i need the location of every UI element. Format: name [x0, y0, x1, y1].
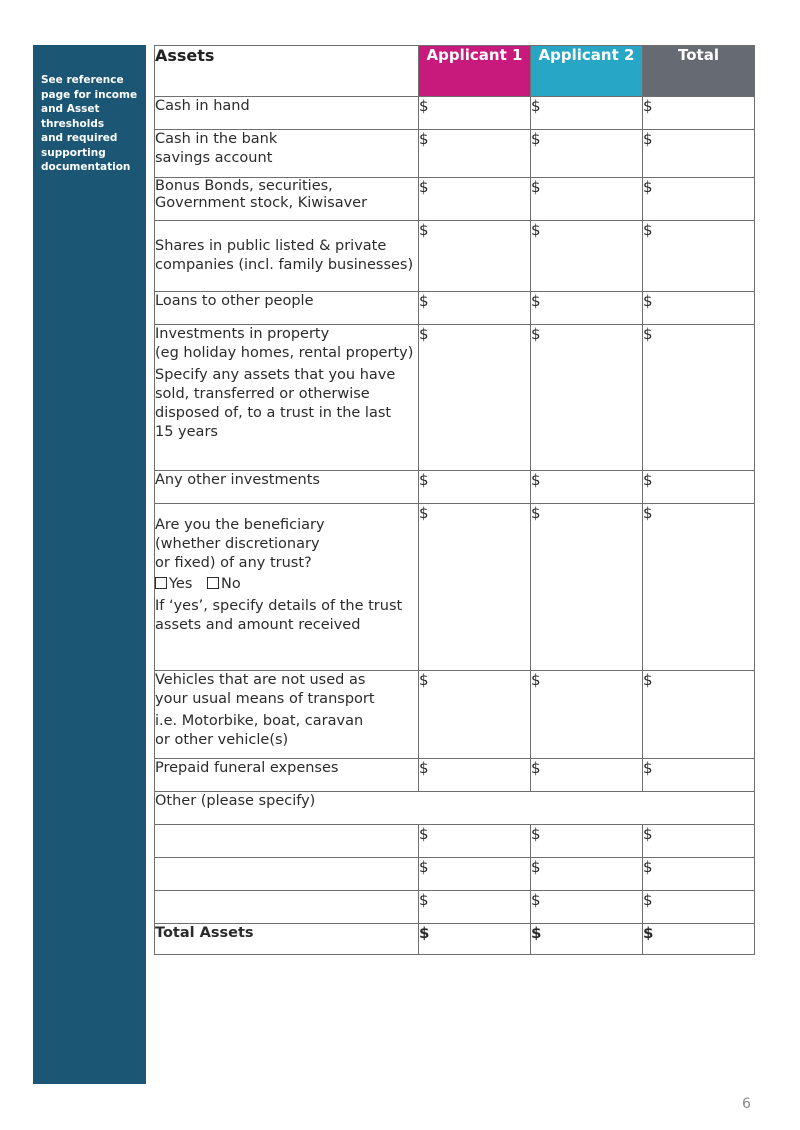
yes-no-checkboxes — [155, 575, 418, 594]
applicant-2-amount-field[interactable]: $ — [531, 292, 643, 325]
table-row — [155, 292, 755, 325]
no-checkbox[interactable]: No — [207, 576, 241, 592]
row-label-other-specify: Other (please specify) — [155, 792, 755, 825]
row-label-property: Investments in property (eg holiday homes, rental property) Specify any assets that you have sold, transferred or otherwise disposed of, to a trust in the last 15 years — [155, 325, 419, 471]
table-row — [155, 825, 755, 858]
applicant-2-amount-field[interactable]: $ — [531, 671, 643, 759]
row-label-total-assets: Total Assets — [155, 924, 419, 955]
total-amount-field[interactable]: $ — [643, 671, 755, 759]
applicant-1-amount-field[interactable]: $ — [419, 759, 531, 792]
total-amount-field[interactable]: $ — [643, 759, 755, 792]
table-header-row — [155, 46, 755, 97]
applicant-1-amount-field[interactable]: $ — [419, 292, 531, 325]
table-row — [155, 178, 755, 221]
table-row — [155, 891, 755, 924]
row-label-cash-in-bank: Cash in the bank savings account — [155, 130, 419, 178]
total-amount-field[interactable]: $ — [643, 825, 755, 858]
row-label-shares: Shares in public listed & private companies (incl. family businesses) — [155, 221, 419, 292]
applicant-1-amount-field[interactable]: $ — [419, 178, 531, 221]
table-row — [155, 504, 755, 671]
total-row — [155, 924, 755, 955]
beneficiary-note: If ‘yes’, specify details of the trust assets and amount received — [155, 598, 403, 633]
applicant-2-amount-field[interactable]: $ — [531, 504, 643, 671]
applicant-2-amount-field[interactable]: $ — [531, 178, 643, 221]
applicant-1-amount-field[interactable]: $ — [419, 471, 531, 504]
total-amount-field[interactable]: $ — [643, 325, 755, 471]
page-number: 6 — [742, 1096, 751, 1112]
applicant-2-amount-field[interactable]: $ — [531, 825, 643, 858]
header-applicant-2: Applicant 2 — [531, 46, 643, 97]
row-label-other-investments: Any other investments — [155, 471, 419, 504]
total-amount-field[interactable]: $ — [643, 891, 755, 924]
other-description-field[interactable] — [155, 825, 419, 858]
total-amount-field[interactable]: $ — [643, 97, 755, 130]
table-row — [155, 221, 755, 292]
applicant-1-amount-field[interactable]: $ — [419, 825, 531, 858]
table-row — [155, 325, 755, 471]
table-row — [155, 858, 755, 891]
total-amount-field[interactable]: $ — [643, 292, 755, 325]
table-row — [155, 130, 755, 178]
row-label-beneficiary: Are you the beneficiary (whether discretionary or fixed) of any trust? Yes No If ‘yes’, specify details of the trust assets and amount received — [155, 504, 419, 671]
applicant-2-amount-field[interactable]: $ — [531, 97, 643, 130]
sidebar-note: See reference page for income and Asset thresholds and required supporting documentation — [41, 74, 138, 173]
header-applicant-1: Applicant 1 — [419, 46, 531, 97]
table-row — [155, 792, 755, 825]
applicant-1-amount-field[interactable]: $ — [419, 130, 531, 178]
row-label-vehicles: Vehicles that are not used as your usual means of transport i.e. Motorbike, boat, caravan or other vehicle(s) — [155, 671, 419, 759]
applicant-2-amount-field[interactable]: $ — [531, 891, 643, 924]
total-amount-field[interactable]: $ — [643, 504, 755, 671]
yes-checkbox[interactable]: Yes — [155, 576, 192, 592]
total-amount-field[interactable]: $ — [643, 471, 755, 504]
table-row — [155, 471, 755, 504]
checkbox-icon — [207, 577, 219, 589]
sidebar — [33, 45, 146, 1084]
applicant-1-total-field[interactable]: $ — [419, 924, 531, 955]
applicant-2-amount-field[interactable]: $ — [531, 325, 643, 471]
other-description-field[interactable] — [155, 858, 419, 891]
total-amount-field[interactable]: $ — [643, 221, 755, 292]
row-label-bonus-bonds: Bonus Bonds, securities, Government stock, Kiwisaver — [155, 178, 419, 221]
applicant-1-amount-field[interactable]: $ — [419, 858, 531, 891]
header-assets: Assets — [155, 46, 419, 97]
property-note: Specify any assets that you have sold, transferred or otherwise disposed of, to a trust in the last 15 years — [155, 367, 396, 440]
total-amount-field[interactable]: $ — [643, 130, 755, 178]
applicant-1-amount-field[interactable]: $ — [419, 221, 531, 292]
applicant-1-amount-field[interactable]: $ — [419, 891, 531, 924]
row-label-funeral: Prepaid funeral expenses — [155, 759, 419, 792]
applicant-1-amount-field[interactable]: $ — [419, 97, 531, 130]
grand-total-field[interactable]: $ — [643, 924, 755, 955]
header-total: Total — [643, 46, 755, 97]
checkbox-icon — [155, 577, 167, 589]
table-row — [155, 759, 755, 792]
applicant-2-amount-field[interactable]: $ — [531, 130, 643, 178]
total-amount-field[interactable]: $ — [643, 178, 755, 221]
other-description-field[interactable] — [155, 891, 419, 924]
applicant-1-amount-field[interactable]: $ — [419, 671, 531, 759]
row-label-loans: Loans to other people — [155, 292, 419, 325]
applicant-2-total-field[interactable]: $ — [531, 924, 643, 955]
vehicles-note: i.e. Motorbike, boat, caravan or other vehicle(s) — [155, 713, 364, 748]
assets-table — [154, 45, 755, 955]
applicant-1-amount-field[interactable]: $ — [419, 504, 531, 671]
applicant-2-amount-field[interactable]: $ — [531, 759, 643, 792]
table-row — [155, 671, 755, 759]
total-amount-field[interactable]: $ — [643, 858, 755, 891]
row-label-cash-in-hand: Cash in hand — [155, 97, 419, 130]
applicant-2-amount-field[interactable]: $ — [531, 471, 643, 504]
table-row — [155, 97, 755, 130]
applicant-2-amount-field[interactable]: $ — [531, 858, 643, 891]
applicant-2-amount-field[interactable]: $ — [531, 221, 643, 292]
applicant-1-amount-field[interactable]: $ — [419, 325, 531, 471]
